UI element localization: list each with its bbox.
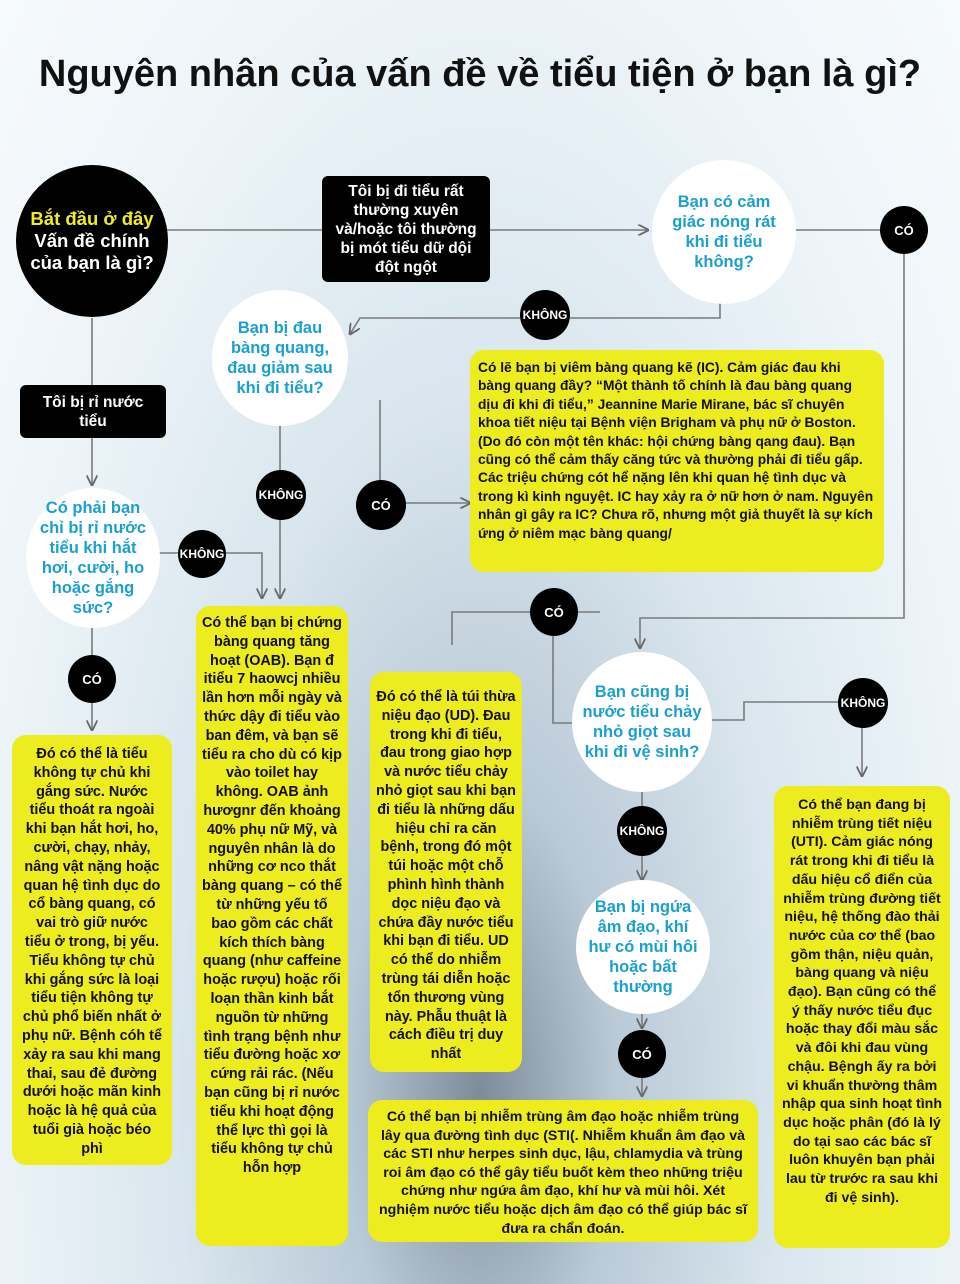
- question-burning: Bạn có cảm giác nóng rát khi đi tiểu không?: [652, 160, 796, 304]
- question-bladder-pain: Bạn bị đau bàng quang, đau giảm sau khi đi tiểu?: [212, 290, 348, 426]
- answer-uti: Có thể bạn đang bị nhiễm trùng tiết niệu (UTI). Cảm giác nóng rát trong khi đi tiểu là dấu hiệu cổ điển của nhiễm trùng đường tiết niệu, hệ thống đào thải nước của cơ thể (bao gồm thận, niệu quản, bàng quang và niệu đạo). Bạn cũng có thể ý thấy nước tiểu đục hoặc thay đổi màu sắc và đôi khi đau vùng chậu. Bệngh ấy ra bởi vi khuẩn thường thâm nhập qua sinh hoạt tình dục hoặc phân (đó là lý do tại sao các bác sĩ luôn khuyên bạn phải lau từ trước ra sau khi đi vệ sinh).: [774, 786, 950, 1248]
- no-tag-burning: KHÔNG: [520, 290, 570, 340]
- yes-tag-dribble: CÓ: [530, 588, 578, 636]
- page-title: Nguyên nhân của vấn đề về tiểu tiện ở bạn là gì?: [38, 53, 922, 95]
- start-question: Vấn đề chính của bạn là gì?: [30, 230, 154, 273]
- answer-sti: Có thể bạn bị nhiễm trùng âm đạo hoặc nhiễm trùng lây qua đường tình dục (STI(. Nhiễm khuẩn âm đạo và các STI như herpes sinh dục, lậu, chlamydia và trùng roi âm đạo có thể gây tiểu buốt kèm theo những triệu chứng như ngứa âm đạo, khí hư và mùi hôi. Xét nghiệm nước tiểu hoặc dịch âm đạo có thể giúp bác sĩ đưa ra chẩn đoán.: [368, 1100, 758, 1242]
- no-tag-dribble-down: KHÔNG: [617, 806, 667, 856]
- start-label: Bắt đầu ở đây: [30, 208, 154, 229]
- yes-tag-bladder-pain: CÓ: [356, 480, 406, 530]
- answer-oab: Có thể bạn bị chứng bàng quang tăng hoạt (OAB). Bạn đ itiểu 7 haowcj nhiều lần hơn mỗi ngày và thức dậy đi tiểu vào ban đêm, và bạn sẽ tiểu ra cho dù có kịp vào toilet hay không. OAB ảnh hươgnr đến khoảng 40% phụ nữ Mỹ, và nguyên nhân là do những cơ nco thắt bàng quang – có thể từ những yếu tố bao gồm các chất kích thích bàng quang (như caffeine hoặc rượu) hoặc rối loạn thần kinh bắt nguồn từ những tình trạng bệnh như tiểu đường hoặc xơ cứng rải rác. (Nếu bạn cũng bị rỉ nước tiểu khi hoạt động thể lực thì gọi là tiểu không tự chủ hỗn hợp: [196, 606, 348, 1246]
- answer-ic: Có lẽ bạn bị viêm bàng quang kẽ (IC). Cảm giác đau khi bàng quang đầy? “Một thành tố chính là đau bàng quang dịu đi khi đi tiểu,” Jeannine Marie Mirane, bác sĩ chuyên khoa tiết niệu tại Bệnh viện Brigham và phụ nữ ở Boston. (Do đó còn một tên khác: hội chứng bàng qang đau). Bạn cũng có thể cảm thấy căng tức và thường phải đi tiểu gấp. Các triệu chứng cót hể nặng lên khi quan hệ tình dục và trong kì kinh nguyệt. IC hay xảy ra ở nữ hơn ở nam. Nguyên nhân gì gây ra IC? Chưa rõ, nhưng một giả thuyết là sự kích ứng ở niêm mạc bàng quang/: [470, 350, 884, 572]
- question-dribble: Bạn cũng bị nước tiểu chảy nhỏ giọt sau khi đi vệ sinh?: [572, 652, 712, 792]
- no-tag-bladder-pain: KHÔNG: [256, 470, 306, 520]
- frequent-urination-box: Tôi bị đi tiểu rất thường xuyên và/hoặc tôi thường bị mót tiểu dữ dội đột ngột: [322, 176, 490, 282]
- start-node: [16, 165, 168, 317]
- no-tag-leak: KHÔNG: [178, 530, 226, 578]
- yes-tag-leak: CÓ: [68, 655, 116, 703]
- answer-ud: Đó có thể là túi thừa niệu đạo (UD). Đau trong khi đi tiểu, đau trong giao hợp và nước tiểu chảy nhỏ giọt sau khi bạn đi tiểu là những dấu hiệu chỉ ra căn bệnh, trong đó một túi hoặc một chỗ phình hình thành dọc niệu đạo và chứa đầy nước tiểu khi bạn đi tiểu. UD có thể do nhiễm trùng tái diễn hoặc tổn thương vùng này. Phẫu thuật là cách điều trị duy nhất: [370, 672, 522, 1072]
- question-leak-sneeze: Có phải bạn chỉ bị rỉ nước tiểu khi hắt hơi, cười, ho hoặc gắng sức?: [26, 488, 160, 628]
- question-itch: Bạn bị ngứa âm đạo, khí hư có mùi hôi hoặc bất thường: [576, 880, 710, 1014]
- answer-stress-incontinence: Đó có thể là tiểu không tự chủ khi gắng sức. Nước tiểu thoát ra ngoài khi bạn hắt hơi, ho, cười, chạy, nhảy, nâng vật nặng hoặc quan hệ tình dục do cổ bàng quang, có vai trò giữ nước tiểu ở trong, bị yếu. Tiểu không tự chủ khi gắng sức là loại tiểu tiện không tự chủ phổ biến nhất ở phụ nữ. Bệnh cóh tể xảy ra sau khi mang thai, sau đẻ đường dưới hoặc mãn kinh hoặc là hệ quả của tuổi già hoặc béo phì: [12, 735, 172, 1165]
- leak-urine-box: Tôi bị rỉ nước tiểu: [20, 385, 166, 438]
- no-tag-dribble-right: KHÔNG: [838, 678, 888, 728]
- yes-tag-itch: CÓ: [618, 1030, 666, 1078]
- yes-tag-burning: CÓ: [880, 206, 928, 254]
- line-leak-no-oab: [226, 553, 262, 598]
- line-burning-no-bladder: [350, 318, 520, 334]
